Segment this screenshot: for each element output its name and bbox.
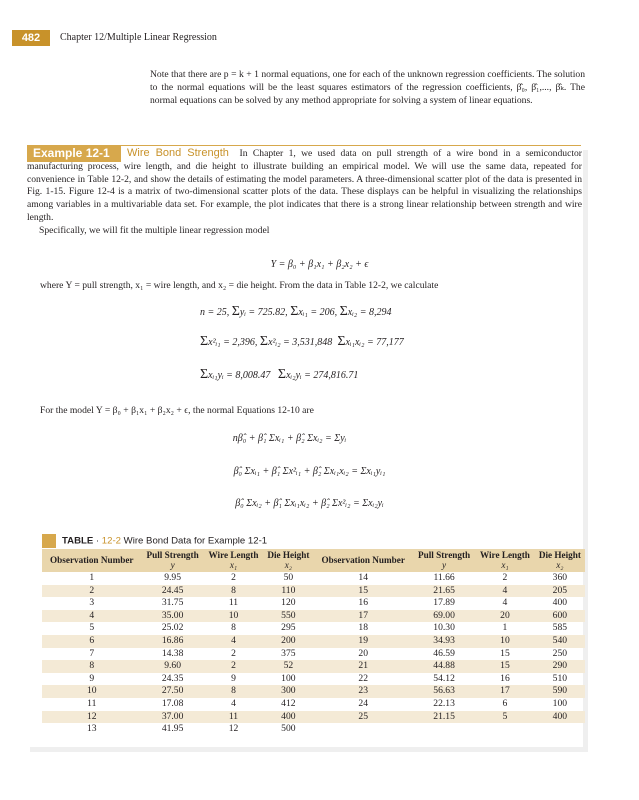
table-row	[42, 635, 585, 648]
table-header-row	[42, 549, 585, 572]
table-cell	[313, 723, 413, 736]
table-cell: 10.30	[433, 622, 455, 634]
table-cell: 590	[535, 685, 585, 698]
table-row	[42, 698, 585, 711]
table-cell: 2	[231, 572, 236, 583]
calc-n: n = 25,	[200, 307, 230, 318]
table-row	[42, 673, 585, 686]
table-cell: 1	[502, 622, 508, 634]
table-cell: 34.93	[413, 635, 475, 648]
table-cell: 300	[263, 685, 313, 698]
table-row	[42, 610, 585, 623]
table-cell: 13	[86, 723, 97, 735]
table-cell: 16	[358, 597, 369, 609]
table-cell: 8	[42, 660, 142, 673]
table-cell: 54.12	[433, 672, 455, 684]
table-cell: 11	[228, 597, 239, 609]
calc-sum-x1: xᵢ₁ = 206,	[298, 307, 338, 318]
table-cell: 24	[358, 697, 369, 709]
table-cell: 14	[358, 572, 369, 583]
table-cell: 9	[231, 672, 236, 684]
page-header	[0, 0, 639, 62]
column-header: Observation Number	[42, 549, 142, 572]
table-cell: 360	[552, 572, 568, 583]
table-cell: 17	[475, 685, 535, 698]
table-cell: 11.66	[433, 572, 455, 583]
table-cell: 35.00	[142, 610, 204, 623]
table-row	[42, 648, 585, 661]
column-header: Pull Strength y	[142, 549, 204, 572]
table-cell: 2	[502, 572, 508, 583]
table-cell: 15	[500, 647, 510, 659]
table-cell: 4	[204, 635, 264, 648]
calc-sum-x2: xᵢ₂ = 8,294	[347, 307, 392, 318]
table-cell: 11	[204, 711, 264, 724]
table-cell: 7	[89, 647, 95, 659]
table-cell: 46.59	[433, 647, 455, 659]
column-header: Wire Length x₁	[204, 549, 264, 572]
table-cell: 25.02	[161, 622, 184, 634]
table-cell: 550	[263, 610, 313, 623]
table-cell: 24.45	[142, 585, 204, 598]
table-cell: 23	[313, 685, 413, 698]
calc-sum-x2sq: x²ᵢ₂ = 3,531,848	[268, 337, 333, 348]
table-cell	[413, 723, 475, 736]
table-cell: 56.63	[413, 685, 475, 698]
normal-equation-1: nβ̂₀ + β̂₁ Σxᵢ₁ + β̂₂ Σxᵢ₂ = Σyᵢ	[232, 433, 347, 444]
table-cell: 205	[535, 585, 585, 598]
normal-equation-2: β̂₀ Σxᵢ₁ + β̂₁ Σx²ᵢ₁ + β̂₂ Σxᵢ₁xᵢ₂ = Σxᵢ₁yᵢ₁	[233, 466, 386, 477]
example-text: In Chapter 1, we used data on pull strength of a wire bond in a semiconductor manufacturing process, wire length, and die height to illustrate building an empirical model. We will use the same data, repeated for convenience in Table 12-2, and show the details of estimating the model parameters. A three-dimensional scatter plot of the data is presented in Fig. 1-15. Figure 12-4 is a matrix of two-dimensional scatter plots of the data. These displays can be helpful in visualizing the relationships among variables in a multivariable data set. For example, the plot indicates that there is a strong linear relationship between strength and wire length.	[27, 148, 582, 223]
table-cell: 4	[42, 610, 142, 623]
where-text: where Y = pull strength, x₁ = wire length, and x₂ = die height. From the data in Table 12-2, we calculate	[40, 280, 439, 291]
column-header: Wire Length x₁	[475, 549, 535, 572]
calc-sum-x1y: xᵢ₁yᵢ = 8,008.47	[208, 370, 271, 381]
calc-line-1: n = 25, Σyᵢ = 725.82, Σxᵢ₁ = 206, Σxᵢ₂ = 8,294	[200, 304, 392, 319]
table-cell: 27.50	[142, 685, 204, 698]
table-cell: 375	[281, 647, 296, 659]
table-cell: 585	[552, 622, 568, 634]
table-cell: 12	[228, 723, 239, 735]
table-row	[42, 585, 585, 598]
table-cell: 52	[263, 660, 313, 673]
table-cell: 24.35	[161, 672, 184, 684]
table-cell: 5	[475, 711, 535, 724]
table-cell: 9	[89, 672, 95, 684]
table-cell: 6	[42, 635, 142, 648]
table-cell: 50	[283, 572, 294, 583]
table-cell: 250	[552, 647, 568, 659]
table-row	[42, 660, 585, 673]
table-cell: 17	[313, 610, 413, 623]
table-cell: 2	[204, 660, 264, 673]
table-cell: 400	[263, 711, 313, 724]
table-cell: 17.08	[161, 697, 184, 709]
table-cell: 3	[89, 597, 95, 609]
table-cell: 400	[535, 711, 585, 724]
table-cell: 20	[475, 610, 535, 623]
table-caption: TABLE · 12-2 Wire Bond Data for Example 12-1	[42, 534, 267, 548]
table-cell: 120	[281, 597, 296, 609]
page-shadow-bottom	[30, 747, 588, 752]
calc-line-2: Σx²ᵢ₁ = 2,396, Σx²ᵢ₂ = 3,531,848 Σxᵢ₁xᵢ₂ = 77,177	[200, 334, 404, 349]
table-cell: 510	[552, 672, 568, 684]
table-marker	[42, 534, 56, 548]
table-cell: 600	[535, 610, 585, 623]
calc-sum-x1sq: x²ᵢ₁ = 2,396,	[208, 337, 258, 348]
chapter-title: Chapter 12/Multiple Linear Regression	[60, 32, 217, 43]
table-label: TABLE	[62, 535, 94, 547]
example-title: Wire Bond Strength	[127, 147, 229, 159]
table-cell: 37.00	[142, 711, 204, 724]
table-cell: 9.60	[142, 660, 204, 673]
table-cell: 17.89	[433, 597, 455, 609]
table-cell: 290	[535, 660, 585, 673]
table-cell: 22.13	[433, 697, 455, 709]
table-cell: 100	[281, 672, 296, 684]
for-model-text: For the model Y = β₀ + β₁x₁ + β₂x₂ + ϵ, the normal Equations 12-10 are	[40, 405, 314, 416]
table-cell: 25	[313, 711, 413, 724]
table-cell: 6	[502, 697, 508, 709]
table-cell: 4	[475, 585, 535, 598]
normal-equation-3: β̂₀ Σxᵢ₂ + β̂₁ Σxᵢ₁xᵢ₂ + β̂₂ Σx²ᵢ₂ = Σxᵢ₂yᵢ	[235, 498, 384, 509]
table-caption-text: Wire Bond Data for Example 12-1	[123, 535, 268, 547]
table-cell: 69.00	[413, 610, 475, 623]
table-cell: 8	[231, 622, 236, 634]
table-cell: 2	[231, 647, 236, 659]
column-header: Observation Number	[313, 549, 413, 572]
table-cell: 4	[502, 597, 508, 609]
column-header: Die Height x₂	[535, 549, 585, 572]
calc-line-3: Σxᵢ₁yᵢ = 8,008.47 Σxᵢ₂yᵢ = 274,816.71	[200, 367, 359, 382]
table-cell: 19	[313, 635, 413, 648]
table-cell: 9.95	[164, 572, 181, 583]
model-equation: Y = β₀ + β₁x₁ + β₂x₂ + ϵ	[270, 259, 369, 270]
table-cell: 16	[500, 672, 510, 684]
table-cell: 41.95	[161, 723, 184, 735]
table-cell: 540	[535, 635, 585, 648]
table-cell: 44.88	[413, 660, 475, 673]
table-cell: 1	[89, 572, 95, 583]
table-cell	[475, 723, 535, 736]
column-header: Pull Strength y	[413, 549, 475, 572]
table-cell: 100	[552, 697, 568, 709]
table-cell: 412	[281, 697, 296, 709]
table-row	[42, 685, 585, 698]
table-cell: 22	[358, 672, 369, 684]
table-cell: 14.38	[161, 647, 184, 659]
table-row	[42, 711, 585, 724]
example-label: Example 12-1	[27, 145, 121, 162]
table-cell: 16.86	[142, 635, 204, 648]
table-cell: 10	[475, 635, 535, 648]
table-cell: 10	[42, 685, 142, 698]
table-cell: 500	[281, 723, 296, 735]
table-cell: 11	[87, 697, 97, 709]
table-cell: 110	[263, 585, 313, 598]
table-cell: 8	[204, 585, 264, 598]
table-cell: 21.15	[413, 711, 475, 724]
table-cell: 5	[89, 622, 95, 634]
table-number: 12-2	[101, 535, 121, 547]
table-cell: 21	[313, 660, 413, 673]
table-cell: 400	[552, 597, 568, 609]
table-cell: 295	[281, 622, 296, 634]
table-cell: 8	[204, 685, 264, 698]
table-cell: 2	[42, 585, 142, 598]
table-cell: 18	[358, 622, 369, 634]
table-cell: 4	[231, 697, 236, 709]
example-body	[27, 147, 582, 238]
intro-paragraph: Note that there are p = k + 1 normal equations, one for each of the unknown regression coefficients. The solution to the normal equations will be the least squares estimators of the regression coefficients, β̂₀, β̂₁,..., β̂ₖ. The normal equations can be solved by any method appropriate for solving a system of linear equations.	[150, 69, 585, 107]
table-row	[42, 597, 585, 610]
table-row	[42, 723, 585, 736]
calc-sum-x1x2: xᵢ₁xᵢ₂ = 77,177	[345, 337, 404, 348]
table-cell: 12	[42, 711, 142, 724]
table-cell	[535, 723, 585, 736]
table-cell: 200	[263, 635, 313, 648]
table-cell: 21.65	[413, 585, 475, 598]
table-cell: 15	[313, 585, 413, 598]
wire-bond-table	[42, 549, 585, 736]
calc-sum-x2y: xᵢ₂yᵢ = 274,816.71	[286, 370, 359, 381]
table-cell: 15	[475, 660, 535, 673]
table-cell: 10	[204, 610, 264, 623]
table-cell: 31.75	[161, 597, 184, 609]
column-header: Die Height x₂	[263, 549, 313, 572]
table-cell: 20	[358, 647, 369, 659]
example-specifically: Specifically, we will fit the multiple linear regression model	[39, 224, 270, 236]
calc-sum-y: yᵢ = 725.82,	[239, 307, 288, 318]
table-row	[42, 622, 585, 635]
example-rule	[121, 145, 581, 146]
table-row	[42, 572, 585, 585]
page-number: 482	[12, 30, 50, 46]
